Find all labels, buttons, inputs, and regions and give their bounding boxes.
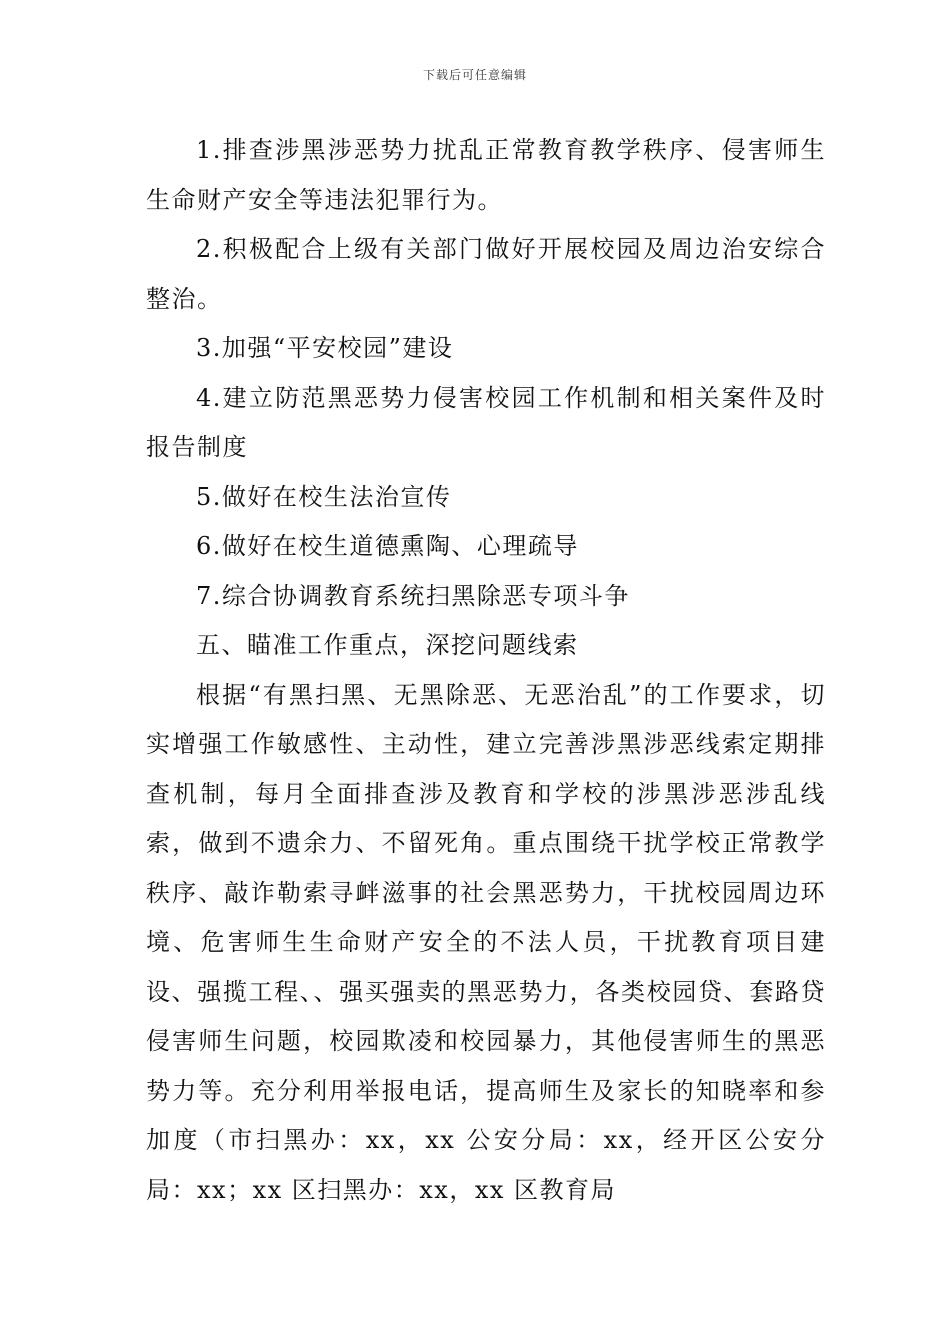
list-item-6: 6.做好在校生道德熏陶、心理疏导 <box>196 532 579 560</box>
list-item-2: 2.积极配合上级有关部门做好开展校园及周边治安综合整治。 <box>146 235 826 313</box>
list-item-5: 5.做好在校生法治宣传 <box>196 482 452 511</box>
body-paragraph: 根据“有黑扫黑、无黑除恶、无恶治乱”的工作要求，切实增强工作敏感性、主动性，建立完善涉黑涉恶线索定期排查机制，每月全面排查涉及教育和学校的涉黑涉恶涉乱线索，做到不遗余力、不留死角。重点围绕干扰学校正常教学秩序、敲诈勒索寻衅滋事的社会黑恶势力，干扰校园周边环境、危害师生生命财产安全的不法人员，干扰教育项目建设、强揽工程、、强买强卖的黑恶势力，各类校园贷、套路贷侵害师生问题，校园欺凌和校园暴力，其他侵害师生的黑恶势力等。充分利用举报电话，提高师生及家长的知晓率和参加度（市扫黑办：xx，xx 公安分局：xx，经开区公安分局：xx；xx 区扫黑办：xx，xx 区教育局 <box>146 680 826 1204</box>
page-header-note: 下载后可任意编辑 <box>422 68 527 82</box>
list-item-3: 3.加强“平安校园”建设 <box>196 334 454 362</box>
list-item-4: 4.建立防范黑恶势力侵害校园工作机制和相关案件及时报告制度 <box>146 383 826 461</box>
list-item-1: 1.排查涉黑涉恶势力扰乱正常教育教学秩序、侵害师生生命财产安全等违法犯罪行为。 <box>146 136 826 214</box>
section-heading: 五、瞄准工作重点，深挖问题线索 <box>196 631 579 659</box>
list-item-7: 7.综合协调教育系统扫黑除恶专项斗争 <box>196 581 630 610</box>
document-body <box>146 126 826 1215</box>
